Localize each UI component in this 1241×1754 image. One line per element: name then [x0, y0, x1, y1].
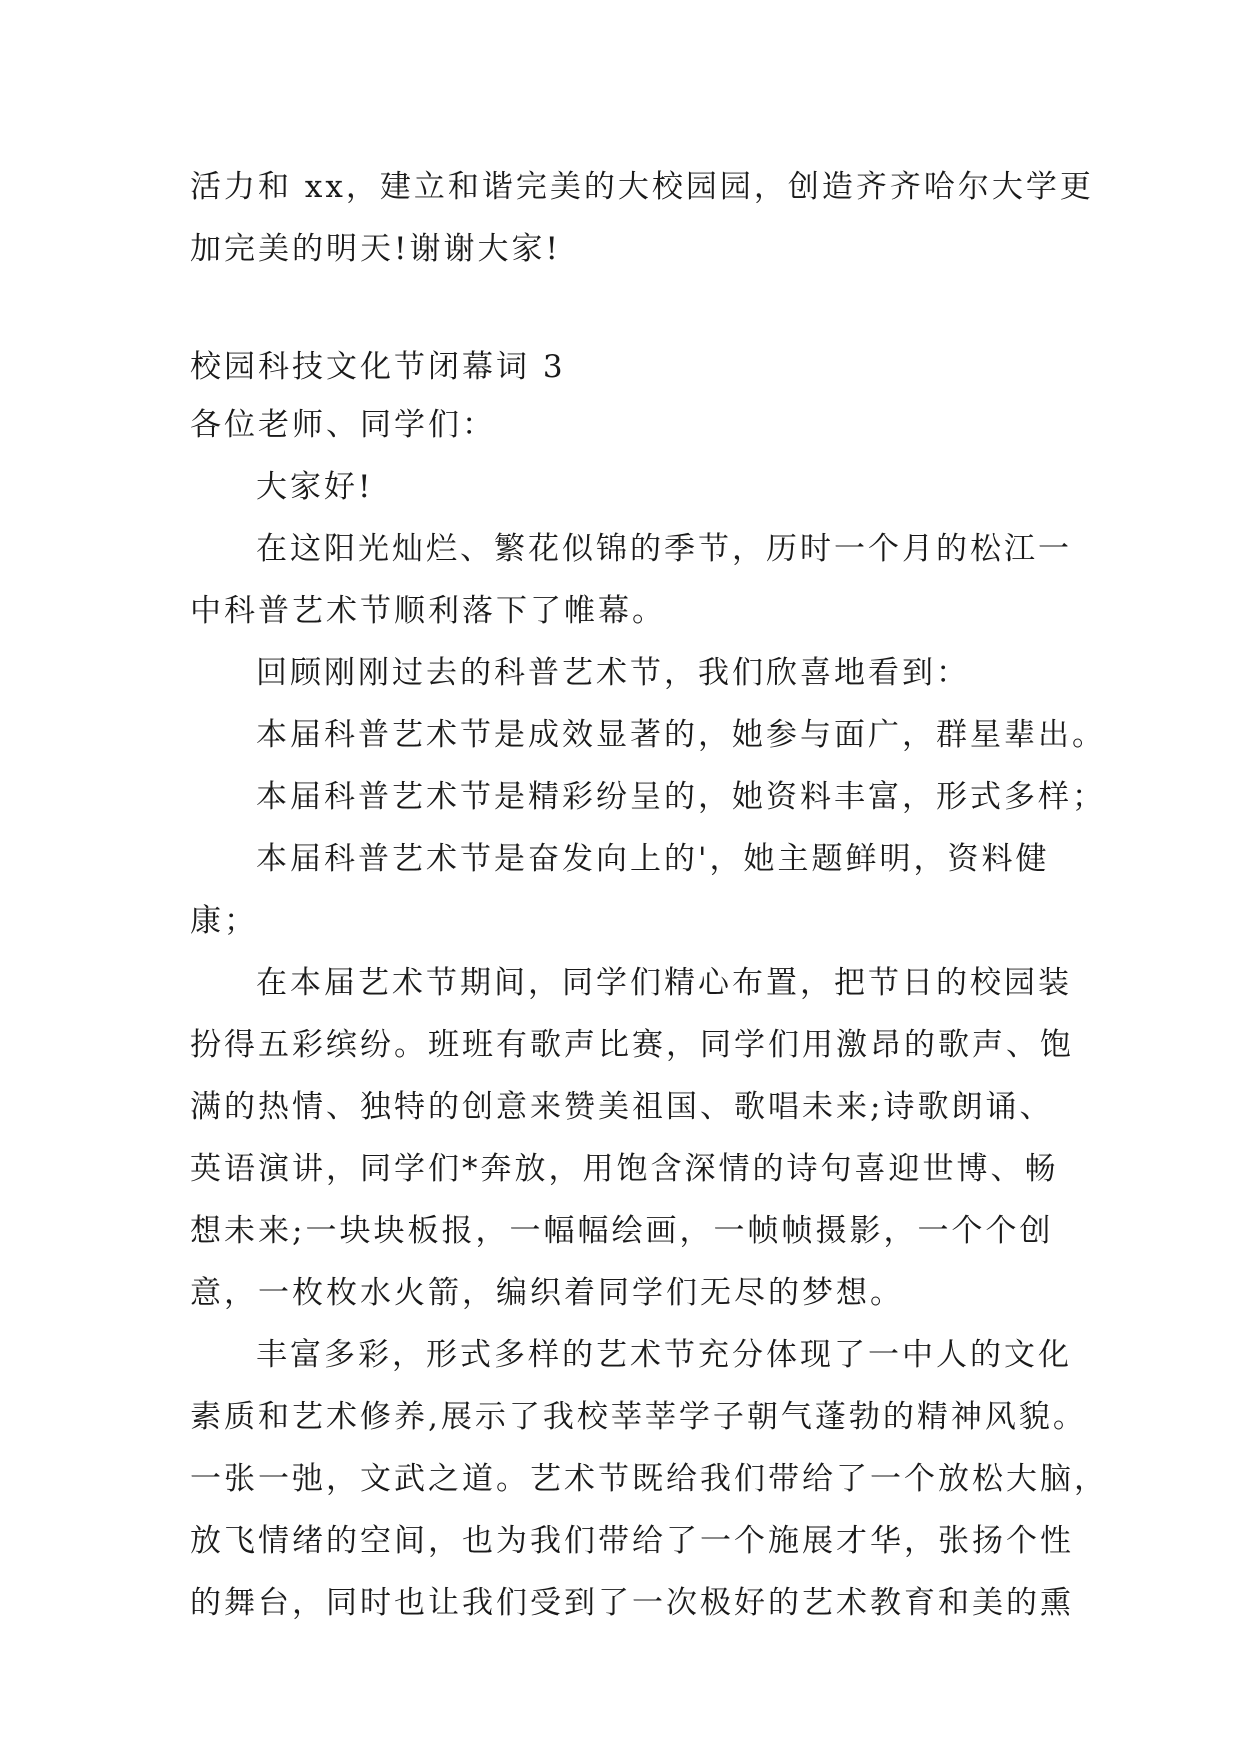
paragraph-line: 一张一弛，文武之道。艺术节既给我们带给了一个放松大脑， — [190, 1461, 1108, 1497]
paragraph-line: 本届科普艺术节是精彩纷呈的，她资料丰富，形式多样； — [256, 779, 1106, 815]
paragraph-line: 满的热情、独特的创意来赞美祖国、歌唱未来;诗歌朗诵、 — [190, 1089, 1054, 1125]
paragraph-line: 意，一枚枚水火箭，编织着同学们无尽的梦想。 — [190, 1275, 904, 1311]
paragraph-line: 放飞情绪的空间，也为我们带给了一个施展才华，张扬个性 — [190, 1523, 1074, 1559]
paragraph-line: 丰富多彩，形式多样的艺术节充分体现了一中人的文化 — [256, 1337, 1072, 1373]
paragraph-line: 康； — [190, 903, 258, 939]
text-line: 活力和 xx，建立和谐完美的大校园园，创造齐齐哈尔大学更 — [190, 169, 1094, 205]
salutation: 各位老师、同学们： — [190, 407, 496, 443]
paragraph-line: 在这阳光灿烂、繁花似锦的季节，历时一个月的松江一 — [256, 531, 1072, 567]
paragraph-line: 大家好! — [256, 469, 374, 505]
paragraph-line: 扮得五彩缤纷。班班有歌声比赛，同学们用激昂的歌声、饱 — [190, 1027, 1074, 1063]
text-line: 加完美的明天!谢谢大家! — [190, 231, 561, 267]
paragraph-line: 在本届艺术节期间，同学们精心布置，把节日的校园装 — [256, 965, 1072, 1001]
paragraph-line: 回顾刚刚过去的科普艺术节，我们欣喜地看到： — [256, 655, 970, 691]
body-lines — [190, 456, 1108, 1634]
section-title: 校园科技文化节闭幕词 3 — [190, 349, 566, 385]
paragraph-line: 本届科普艺术节是成效显著的，她参与面广，群星辈出。 — [256, 717, 1106, 753]
paragraph-line: 中科普艺术节顺利落下了帷幕。 — [190, 593, 666, 629]
section-title-block — [190, 336, 1050, 398]
previous-section-ending — [190, 156, 1094, 280]
speech-body — [190, 394, 1108, 1634]
paragraph-line: 英语演讲，同学们*奔放，用饱含深情的诗句喜迎世博、畅 — [190, 1151, 1059, 1187]
paragraph-line: 的舞台，同时也让我们受到了一次极好的艺术教育和美的熏 — [190, 1585, 1074, 1621]
paragraph-line: 想未来;一块块板报，一幅幅绘画，一帧帧摄影，一个个创 — [190, 1213, 1054, 1249]
paragraph-line: 素质和艺术修养,展示了我校莘莘学子朝气蓬勃的精神风貌。 — [190, 1399, 1087, 1435]
paragraph-line: 本届科普艺术节是奋发向上的'，她主题鲜明，资料健 — [256, 841, 1050, 877]
